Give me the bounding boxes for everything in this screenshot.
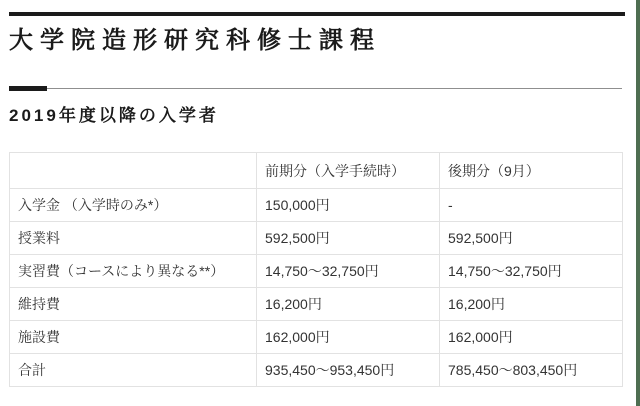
first-term-value: 150,000円 xyxy=(257,189,440,222)
second-term-value: 14,750〜32,750円 xyxy=(440,255,623,288)
table-row-facility-fee xyxy=(10,321,623,354)
top-rule xyxy=(9,12,625,16)
divider-line xyxy=(9,88,622,89)
second-term-value: - xyxy=(440,189,623,222)
row-label: 維持費 xyxy=(10,288,257,321)
accent-strip xyxy=(636,0,640,406)
table-row-maintenance-fee xyxy=(10,288,623,321)
first-term-value: 162,000円 xyxy=(257,321,440,354)
header-cell-second-term: 後期分（9月） xyxy=(440,153,623,189)
row-label: 入学金 （入学時のみ*） xyxy=(10,189,257,222)
row-label: 合計 xyxy=(10,354,257,387)
row-label: 授業料 xyxy=(10,222,257,255)
row-label: 実習費（コースにより異なる**） xyxy=(10,255,257,288)
divider-accent-bar xyxy=(9,86,47,91)
first-term-value: 592,500円 xyxy=(257,222,440,255)
page-title: 大学院造形研究科修士課程 xyxy=(9,27,381,54)
table-header-row xyxy=(10,153,623,189)
second-term-value: 16,200円 xyxy=(440,288,623,321)
table-row-total xyxy=(10,354,623,387)
table-row-tuition xyxy=(10,222,623,255)
section-heading: 2019年度以降の入学者 xyxy=(9,106,219,125)
first-term-value: 14,750〜32,750円 xyxy=(257,255,440,288)
fees-table xyxy=(9,152,623,387)
second-term-value: 785,450〜803,450円 xyxy=(440,354,623,387)
table-row-admission-fee xyxy=(10,189,623,222)
content-area xyxy=(9,0,625,387)
section-divider xyxy=(9,86,622,91)
header-cell-empty xyxy=(10,153,257,189)
table-row-practical-training-fee xyxy=(10,255,623,288)
row-label: 施設費 xyxy=(10,321,257,354)
first-term-value: 935,450〜953,450円 xyxy=(257,354,440,387)
first-term-value: 16,200円 xyxy=(257,288,440,321)
second-term-value: 592,500円 xyxy=(440,222,623,255)
header-cell-first-term: 前期分（入学手続時） xyxy=(257,153,440,189)
second-term-value: 162,000円 xyxy=(440,321,623,354)
